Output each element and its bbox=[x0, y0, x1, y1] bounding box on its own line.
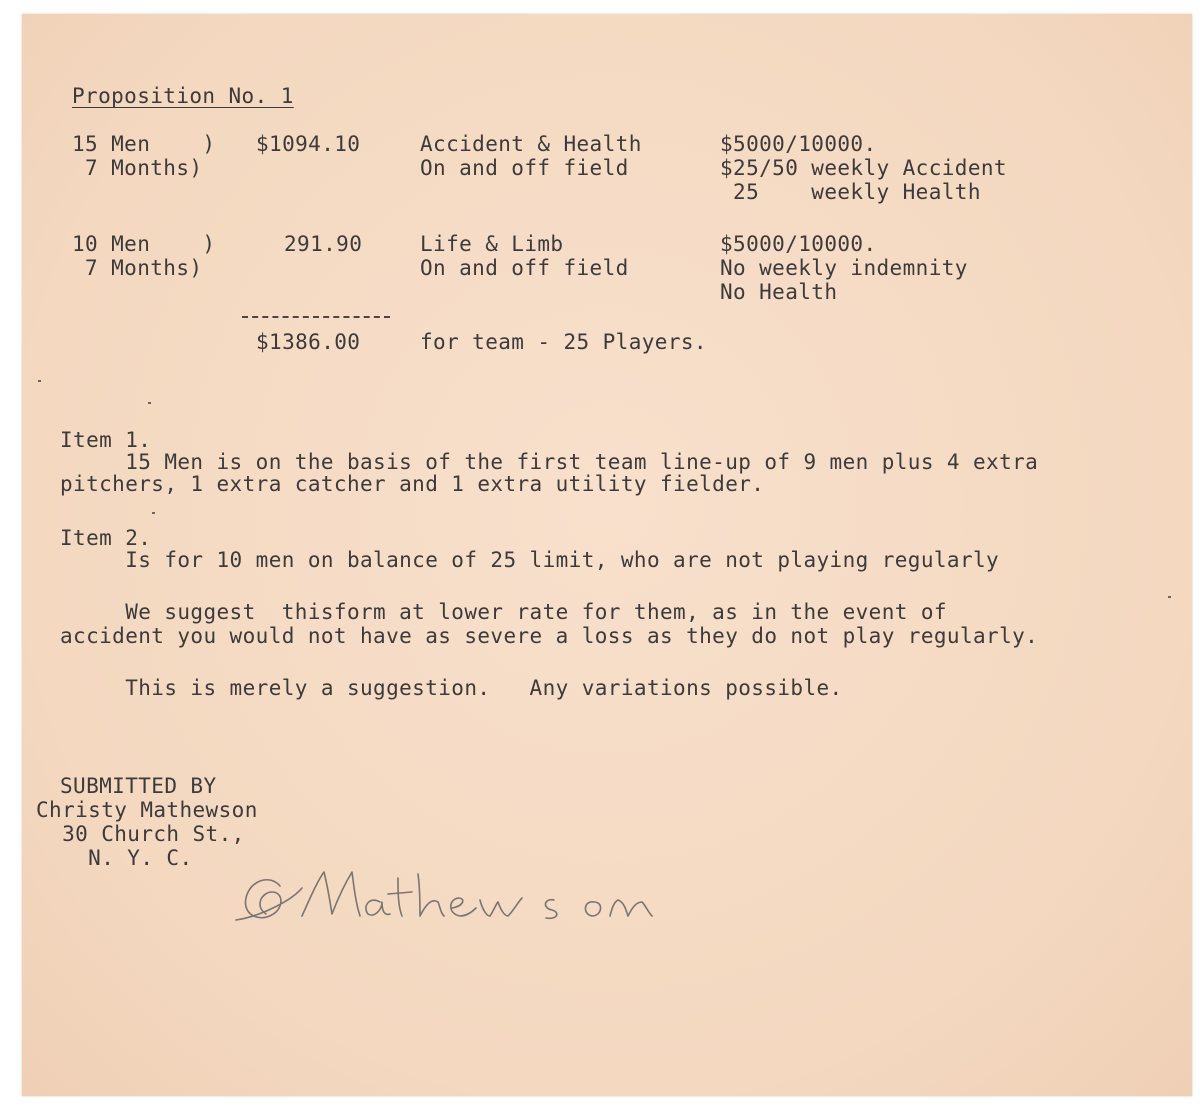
item2-heading: Item 2. bbox=[60, 526, 152, 550]
ink-speck bbox=[1168, 596, 1171, 598]
row2-terms-line2: No weekly indemnity bbox=[720, 256, 968, 280]
submitter-name: Christy Mathewson bbox=[36, 798, 258, 822]
submitter-street: 30 Church St., bbox=[36, 822, 245, 846]
paragraph1-line2: accident you would not have as severe a loss as they do not play regularly. bbox=[60, 624, 1039, 648]
sum-divider bbox=[242, 316, 390, 318]
row1-amount: $1094.10 bbox=[256, 132, 361, 156]
row1-coverage-line2: On and off field bbox=[420, 156, 629, 180]
row2-coverage-line2: On and off field bbox=[420, 256, 629, 280]
submitter-city: N. Y. C. bbox=[36, 846, 193, 870]
row2-terms-line1: $5000/10000. bbox=[720, 232, 877, 256]
ink-speck bbox=[148, 402, 151, 404]
document-title: Proposition No. 1 bbox=[72, 84, 294, 108]
row2-coverage-line1: Life & Limb bbox=[420, 232, 564, 256]
total-amount: $1386.00 bbox=[256, 330, 361, 354]
item2-line1: Is for 10 men on balance of 25 limit, who are not playing regularly bbox=[60, 548, 1000, 572]
item1-heading: Item 1. bbox=[60, 428, 152, 452]
row2-terms-line3: No Health bbox=[720, 280, 838, 304]
paragraph2-line1: This is merely a suggestion. Any variations possible. bbox=[60, 676, 843, 700]
row2-amount: 291.90 bbox=[284, 232, 363, 256]
row2-group-line2: 7 Months) bbox=[72, 256, 203, 280]
total-label: for team - 25 Players. bbox=[420, 330, 707, 354]
row1-terms-line3: 25 weekly Health bbox=[720, 180, 981, 204]
row1-terms-line2: $25/50 weekly Accident bbox=[720, 156, 1007, 180]
row1-group-line1: 15 Men ) bbox=[72, 132, 216, 156]
row1-coverage-line1: Accident & Health bbox=[420, 132, 642, 156]
ink-speck bbox=[152, 512, 155, 514]
submitted-by-label: SUBMITTED BY bbox=[60, 774, 217, 798]
handwritten-signature bbox=[232, 858, 792, 938]
paragraph1-line1: We suggest thisform at lower rate for them, as in the event of bbox=[60, 600, 947, 624]
row1-terms-line1: $5000/10000. bbox=[720, 132, 877, 156]
ink-speck bbox=[38, 380, 41, 382]
item1-line1: 15 Men is on the basis of the first team line-up of 9 men plus 4 extra bbox=[60, 450, 1039, 474]
row1-group-line2: 7 Months) bbox=[72, 156, 203, 180]
item1-line2: pitchers, 1 extra catcher and 1 extra utility fielder. bbox=[60, 472, 765, 496]
row2-group-line1: 10 Men ) bbox=[72, 232, 216, 256]
